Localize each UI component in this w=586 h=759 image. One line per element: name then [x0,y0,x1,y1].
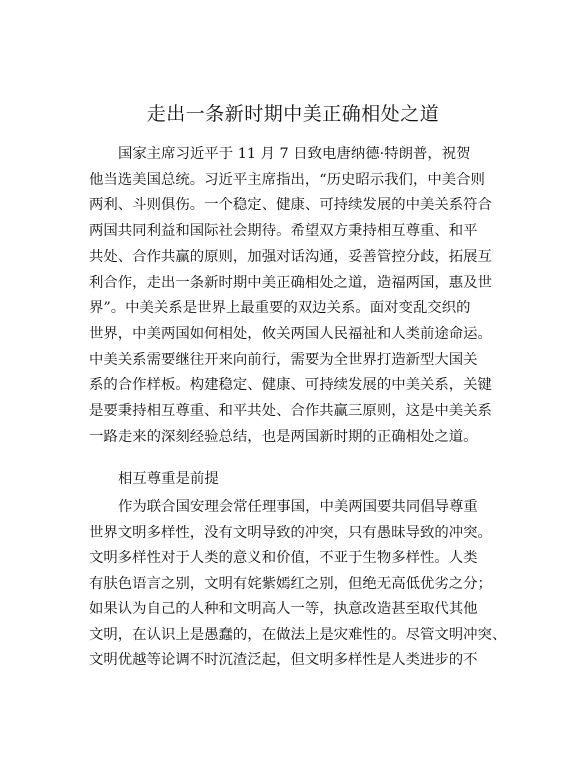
article-title: 走出一条新时期中美正确相处之道 [146,103,440,125]
text-line: 世界文明多样性，没有文明导致的冲突，只有愚昧导致的冲突。 [89,524,492,541]
text-line: 两国共同利益和国际社会期待。希望双方秉持相互尊重、和平 [89,223,478,240]
paragraph-1 [89,142,511,450]
text-line: 利合作，走出一条新时期中美正确相处之道，造福两国，惠及世 [89,274,492,291]
text-line: 文明多样性对于人类的意义和价值，不亚于生物多样性。人类 [89,550,478,566]
text-line: 两利、斗则俱伤。一个稳定、健康、可持续发展的中美关系符合 [89,197,492,214]
text-line: 如果认为自己的人种和文明高人一等，执意改造甚至取代其他 [89,601,478,617]
paragraph-2 [89,495,511,674]
text-line: 作为联合国安理会常任理事国，中美两国要共同倡导尊重 [118,499,478,515]
text-line: 文明优越等论调不时沉渣泛起，但文明多样性是人类进步的不 [89,652,478,668]
text-line: 系的合作样板。构建稳定、健康、可持续发展的中美关系，关键 [89,377,492,394]
text-line: 世界，中美两国如何相处，攸关两国人民福祉和人类前途命运。 [89,325,492,342]
section-heading: 相互尊重是前提 [118,471,219,487]
text-line: 共处、合作共赢的原则，加强对话沟通，妥善管控分歧，拓展互 [89,248,492,265]
text-line: 他当选美国总统。习近平主席指出，“历史昭示我们，中美合则 [89,171,485,188]
text-line: 有肤色语言之别，文明有姹紫嫣红之别，但绝无高低优劣之分； [89,575,492,592]
text-line: 一路走来的深刻经验总结，也是两国新时期的正确相处之道。 [89,428,478,445]
text-line: 界”。中美关系是世界上最重要的双边关系。面对变乱交织的 [89,300,471,317]
text-line: 中美关系需要继往开来向前行，需要为全世界打造新型大国关 [89,351,478,368]
text-line: 国家主席习近平于 11 月 7 日致电唐纳德·特朗普，祝贺 [118,146,471,162]
text-line: 文明，在认识上是愚蠢的，在做法上是灾难性的。尽管文明冲突、 [89,626,507,643]
text-line: 是要秉持相互尊重、和平共处、合作共赢三原则，这是中美关系 [89,403,492,420]
